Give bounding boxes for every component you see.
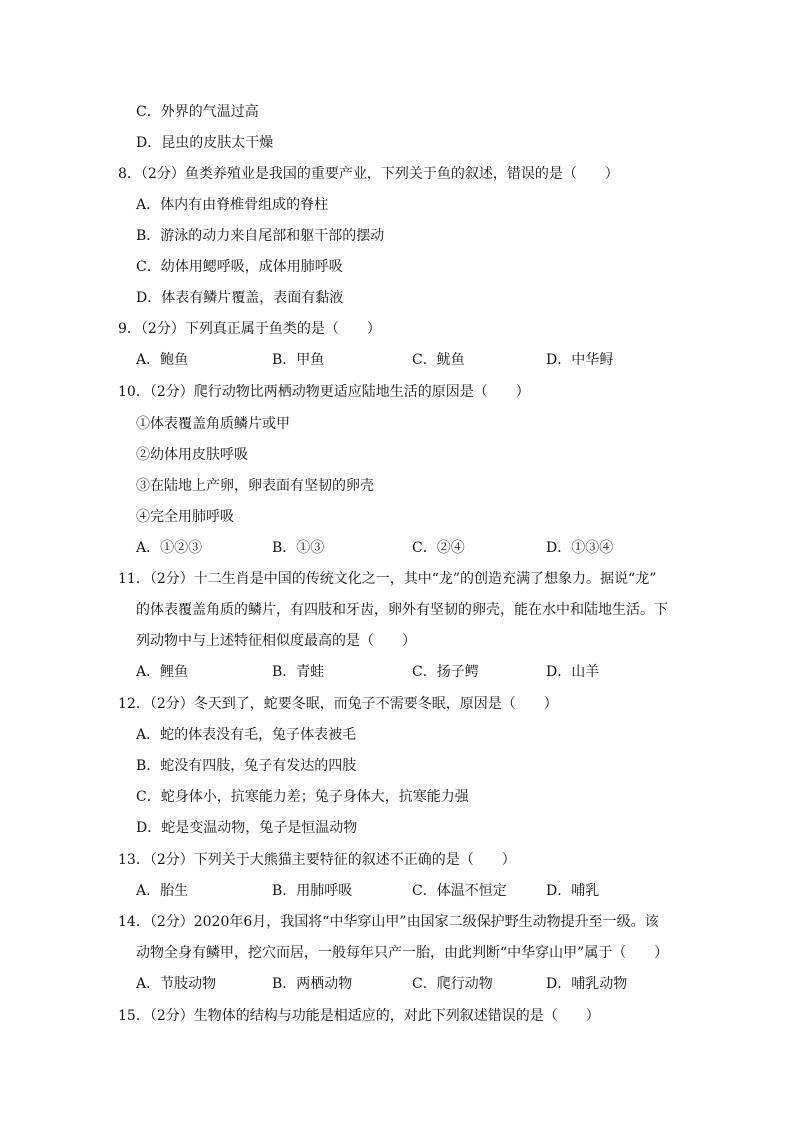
q10-option-c[interactable]: C．②④ <box>412 540 465 556</box>
q11-option-b[interactable]: B．青蛙 <box>272 664 325 680</box>
q11-stem-line-2: 的体表覆盖角质的鳞片，有四肢和牙齿，卵外有坚韧的卵壳，能在水中和陆地生活。下 <box>136 602 668 618</box>
q10-options <box>0 538 794 558</box>
q9-option-a[interactable]: A．鲍鱼 <box>136 352 189 368</box>
q14-option-b[interactable]: B．两栖动物 <box>272 976 353 992</box>
q10-item-2: ②幼体用皮肤呼吸 <box>136 447 248 463</box>
q12-option-a[interactable]: A．蛇的体表没有毛，兔子体表被毛 <box>136 727 357 743</box>
q10-item-4: ④完全用肺呼吸 <box>136 509 234 525</box>
q8-option-b[interactable]: B．游泳的动力来自尾部和躯干部的摆动 <box>136 228 385 244</box>
q13-option-c[interactable]: C．体温不恒定 <box>412 883 507 899</box>
q8-option-a[interactable]: A．体内有由脊椎骨组成的脊柱 <box>136 197 329 213</box>
q11-option-a[interactable]: A．鲤鱼 <box>136 664 189 680</box>
q14-option-d[interactable]: D．哺乳动物 <box>546 976 628 992</box>
q11-option-d[interactable]: D．山羊 <box>546 664 600 680</box>
q10-item-3: ③在陆地上产卵，卵表面有坚韧的卵壳 <box>136 478 374 494</box>
q13-option-b[interactable]: B．用肺呼吸 <box>272 883 353 899</box>
q9-options <box>0 350 794 370</box>
q10-option-a[interactable]: A．①②③ <box>136 540 203 556</box>
q11-option-c[interactable]: C．扬子鳄 <box>412 664 479 680</box>
q9-option-d[interactable]: D．中华鲟 <box>546 352 614 368</box>
q13-option-a[interactable]: A．胎生 <box>136 883 189 899</box>
q10-item-1: ①体表覆盖角质鳞片或甲 <box>136 416 290 432</box>
q10-option-d[interactable]: D．①③④ <box>546 540 614 556</box>
q11-stem-line-3: 列动物中与上述特征相似度最高的是（ ） <box>136 633 416 649</box>
q7-option-c[interactable]: C．外界的气温过高 <box>136 104 259 120</box>
q12-option-b[interactable]: B．蛇没有四肢，兔子有发达的四肢 <box>136 758 357 774</box>
q9-stem: 9．（2分）下列真正属于鱼类的是（ ） <box>118 321 381 337</box>
q13-option-d[interactable]: D．哺乳 <box>546 883 600 899</box>
q10-option-b[interactable]: B．①③ <box>272 540 325 556</box>
q9-option-c[interactable]: C．鱿鱼 <box>412 352 465 368</box>
q11-stem-line-1: 11．（2分）十二生肖是中国的传统文化之一，其中“龙”的创造充满了想象力。据说“龙” <box>118 571 657 587</box>
q8-option-c[interactable]: C．幼体用鳃呼吸，成体用肺呼吸 <box>136 259 343 275</box>
q12-option-c[interactable]: C．蛇身体小，抗寒能力差；兔子身体大，抗寒能力强 <box>136 789 469 805</box>
q14-option-c[interactable]: C．爬行动物 <box>412 976 493 992</box>
q7-option-d[interactable]: D．昆虫的皮肤太干燥 <box>136 135 274 151</box>
q12-option-d[interactable]: D．蛇是变温动物，兔子是恒温动物 <box>136 820 358 836</box>
q8-stem: 8．（2分）鱼类养殖业是我国的重要产业，下列关于鱼的叙述，错误的是（ ） <box>118 166 619 182</box>
q13-stem: 13．（2分）下列关于大熊猫主要特征的叙述不正确的是（ ） <box>118 852 516 868</box>
q14-option-a[interactable]: A．节肢动物 <box>136 976 217 992</box>
q14-stem-line-2: 动物全身有鳞甲，挖穴而居，一般每年只产一胎，由此判断“中华穿山甲”属于（ ） <box>136 945 669 961</box>
q15-stem: 15．（2分）生物体的结构与功能是相适应的，对此下列叙述错误的是（ ） <box>118 1008 600 1024</box>
q9-option-b[interactable]: B．甲鱼 <box>272 352 325 368</box>
q12-stem: 12．（2分）冬天到了，蛇要冬眠，而兔子不需要冬眠，原因是（ ） <box>118 696 558 712</box>
q10-stem: 10．（2分）爬行动物比两栖动物更适应陆地生活的原因是（ ） <box>118 384 530 400</box>
q8-option-d[interactable]: D．体表有鳞片覆盖，表面有黏液 <box>136 290 344 306</box>
q14-options <box>0 974 794 994</box>
q13-options <box>0 881 794 901</box>
q14-stem-line-1: 14．（2分）2020年6月，我国将“中华穿山甲”由国家二级保护野生动物提升至一级。该 <box>118 914 659 930</box>
q11-options <box>0 662 794 682</box>
